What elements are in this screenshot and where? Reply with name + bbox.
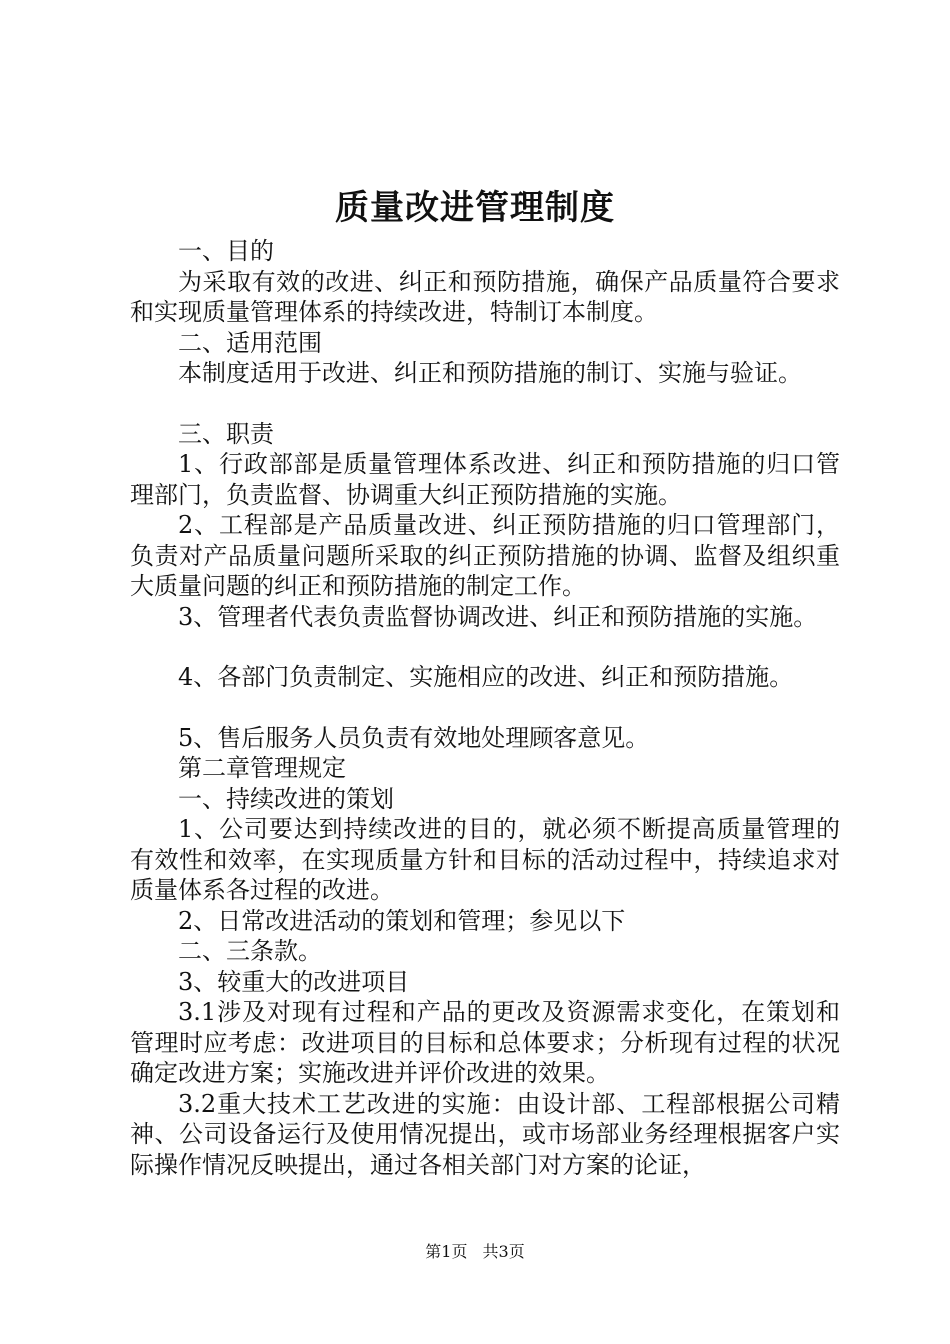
paragraph-improvement-3-2: 3.2重大技术工艺改进的实施：由设计部、工程部根据公司精神、公司设备运行及使用情况提出，或市场部业务经理根据客户实际操作情况反映提出，通过各相关部门对方案的论证， — [130, 1089, 840, 1179]
page-total: 共3页 — [482, 1242, 525, 1261]
paragraph-scope: 本制度适用于改进、纠正和预防措施的制订、实施与验证。 — [178, 359, 802, 387]
paragraph-improvement-clauses: 二、三条款。 — [178, 937, 322, 965]
paragraph-responsibility-2: 2、工程部是产品质量改进、纠正预防措施的归口管理部门，负责对产品质量问题所采取的纠正预防措施的协调、监督及组织重大质量问题的纠正和预防措施的制定工作。 — [130, 511, 840, 600]
paragraph-responsibility-4: 4、各部门负责制定、实施相应的改进、纠正和预防措施。 — [178, 663, 794, 691]
section-heading-continuous-improvement: 一、持续改进的策划 — [178, 784, 394, 813]
section-heading-responsibilities: 三、职责 — [178, 419, 274, 448]
document-title: 质量改进管理制度 — [335, 188, 615, 228]
paragraph-improvement-1: 1、公司要达到持续改进的目的，就必须不断提高质量管理的有效性和效率，在实现质量方针和目标的活动过程中，持续追求对质量体系各过程的改进。 — [130, 815, 840, 904]
document-body — [130, 236, 840, 1180]
chapter-heading-management: 第二章管理规定 — [178, 754, 346, 782]
page-number: 第1页 — [425, 1242, 468, 1261]
paragraph-responsibility-1: 1、行政部部是质量管理体系改进、纠正和预防措施的归口管理部门，负责监督、协调重大纠正预防措施的实施。 — [130, 450, 840, 509]
paragraph-responsibility-3: 3、管理者代表负责监督协调改进、纠正和预防措施的实施。 — [178, 602, 818, 631]
page-footer — [0, 1241, 950, 1263]
paragraph-improvement-3-1: 3.1涉及对现有过程和产品的更改及资源需求变化，在策划和管理时应考虑：改进项目的目标和总体要求；分析现有过程的状况确定改进方案；实施改进并评价改进的效果。 — [130, 998, 840, 1087]
paragraph-improvement-3: 3、较重大的改进项目 — [178, 967, 410, 996]
section-heading-purpose: 一、目的 — [178, 237, 274, 265]
section-heading-scope: 二、适用范围 — [178, 328, 322, 357]
paragraph-responsibility-5: 5、售后服务人员负责有效地处理顾客意见。 — [178, 723, 650, 752]
paragraph-purpose: 为采取有效的改进、纠正和预防措施，确保产品质量符合要求和实现质量管理体系的持续改进，特制订本制度。 — [130, 267, 840, 326]
paragraph-improvement-2: 2、日常改进活动的策划和管理；参见以下 — [178, 906, 626, 935]
